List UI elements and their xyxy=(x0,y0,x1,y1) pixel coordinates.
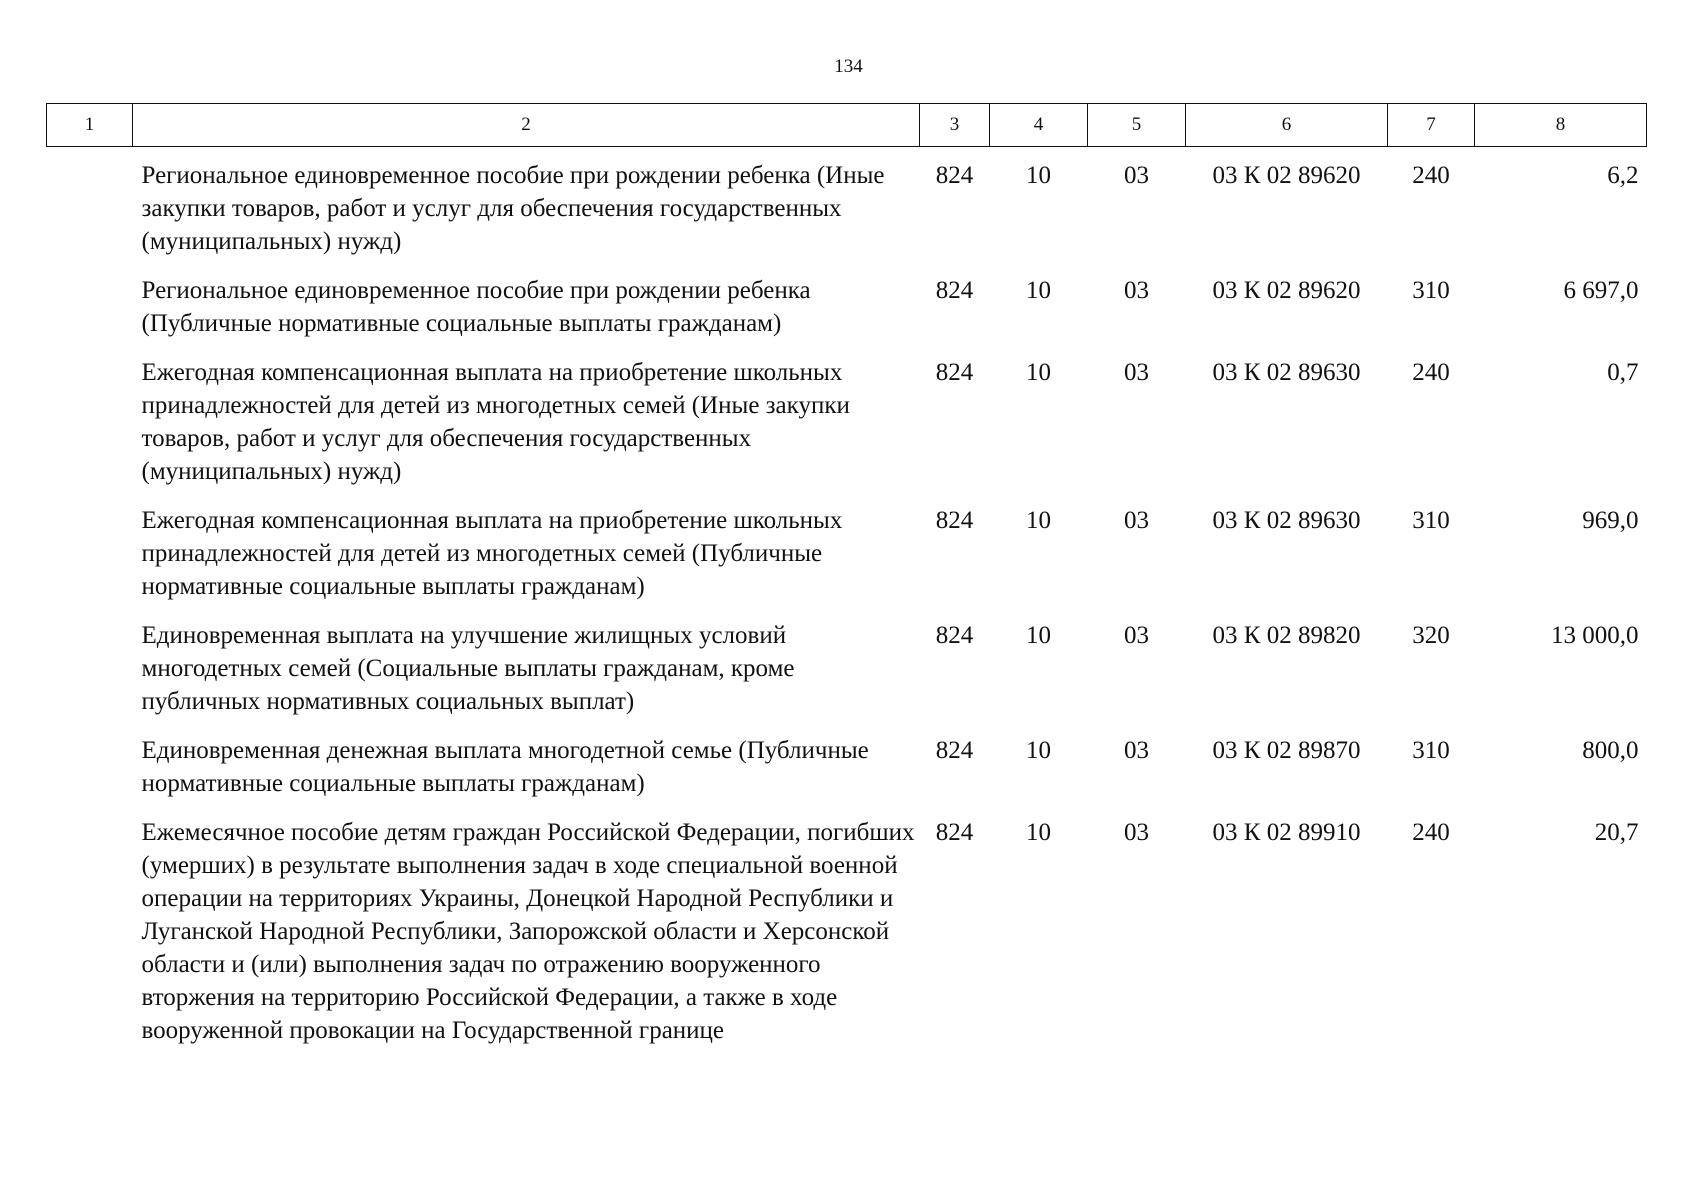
amount-cell: 20,7 xyxy=(1594,819,1639,846)
row-name-cell: Единовременная выплата на улучшение жилищных условий многодетных семей (Социальные выплаты гражданам, кроме публичных нормативных социальных выплат) xyxy=(141,622,795,715)
row-index-cell xyxy=(47,147,133,275)
header-col-4: 4 xyxy=(990,104,1088,147)
page-number: 134 xyxy=(834,56,863,77)
expense-type-cell: 240 xyxy=(1412,359,1450,386)
table-row xyxy=(47,619,1647,734)
row-name-cell: Ежегодная компенсационная выплата на приобретение школьных принадлежностей для детей из многодетных семей (Публичные нормативные социальные выплаты гражданам) xyxy=(141,507,843,600)
row-index-cell xyxy=(47,816,133,1063)
table-row xyxy=(47,504,1647,619)
expense-type-cell: 320 xyxy=(1412,622,1450,649)
section-code-cell: 10 xyxy=(1026,359,1051,386)
target-article-cell: 03 К 02 89870 xyxy=(1212,737,1361,764)
expense-type-cell: 310 xyxy=(1412,277,1450,304)
row-name-cell: Единовременная денежная выплата многодетной семье (Публичные нормативные социальные выплаты гражданам) xyxy=(141,737,869,797)
amount-cell: 6 697,0 xyxy=(1563,277,1639,304)
target-article-cell: 03 К 02 89820 xyxy=(1212,622,1361,649)
header-col-7: 7 xyxy=(1388,104,1475,147)
table-row xyxy=(47,356,1647,504)
subsection-code-cell: 03 xyxy=(1124,277,1149,304)
header-col-6: 6 xyxy=(1186,104,1388,147)
subsection-code-cell: 03 xyxy=(1124,737,1149,764)
target-article-cell: 03 К 02 89620 xyxy=(1212,277,1361,304)
table-row xyxy=(47,274,1647,356)
expense-type-cell: 310 xyxy=(1412,507,1450,534)
section-code-cell: 10 xyxy=(1026,507,1051,534)
row-index-cell xyxy=(47,504,133,619)
table-header xyxy=(47,104,1647,147)
header-row xyxy=(47,104,1647,147)
ministry-code-cell: 824 xyxy=(935,507,974,534)
row-index-cell xyxy=(47,356,133,504)
expense-type-cell: 310 xyxy=(1412,737,1450,764)
ministry-code-cell: 824 xyxy=(935,277,974,304)
subsection-code-cell: 03 xyxy=(1124,359,1149,386)
target-article-cell: 03 К 02 89620 xyxy=(1212,162,1361,189)
header-col-3: 3 xyxy=(920,104,990,147)
table-row xyxy=(47,734,1647,816)
table-row xyxy=(47,147,1647,275)
header-col-5: 5 xyxy=(1088,104,1186,147)
row-index-cell xyxy=(47,619,133,734)
target-article-cell: 03 К 02 89630 xyxy=(1212,507,1361,534)
ministry-code-cell: 824 xyxy=(935,622,974,649)
ministry-code-cell: 824 xyxy=(935,737,974,764)
subsection-code-cell: 03 xyxy=(1124,819,1149,846)
amount-cell: 13 000,0 xyxy=(1551,622,1639,649)
table-row xyxy=(47,816,1647,1063)
target-article-cell: 03 К 02 89910 xyxy=(1212,819,1361,846)
subsection-code-cell: 03 xyxy=(1124,507,1149,534)
row-name-cell: Региональное единовременное пособие при рождении ребенка (Иные закупки товаров, работ и услуг для обеспечения государственных (муниципальных) нужд) xyxy=(141,162,885,255)
row-index-cell xyxy=(47,734,133,816)
section-code-cell: 10 xyxy=(1026,277,1051,304)
ministry-code-cell: 824 xyxy=(935,162,974,189)
header-col-1: 1 xyxy=(47,104,133,147)
section-code-cell: 10 xyxy=(1026,819,1051,846)
row-name-cell: Региональное единовременное пособие при рождении ребенка (Публичные нормативные социальные выплаты гражданам) xyxy=(141,277,811,337)
row-name-cell: Ежегодная компенсационная выплата на приобретение школьных принадлежностей для детей из многодетных семей (Иные закупки товаров, работ и услуг для обеспечения государственных (муниципальных) нужд) xyxy=(141,359,850,485)
amount-cell: 969,0 xyxy=(1582,507,1639,534)
header-col-8: 8 xyxy=(1475,104,1647,147)
ministry-code-cell: 824 xyxy=(935,819,974,846)
section-code-cell: 10 xyxy=(1026,162,1051,189)
amount-cell: 800,0 xyxy=(1582,737,1639,764)
header-col-2: 2 xyxy=(133,104,920,147)
expense-type-cell: 240 xyxy=(1412,162,1450,189)
expense-type-cell: 240 xyxy=(1412,819,1450,846)
subsection-code-cell: 03 xyxy=(1124,162,1149,189)
table-body xyxy=(47,147,1647,1064)
row-name-cell: Ежемесячное пособие детям граждан Российской Федерации, погибших (умерших) в результате выполнения задач в ходе специальной военной операции на территориях Украины, Донецкой Народной Республики и Луганской Народной Республики, Запорожской области и Херсонской области и (или) выполнения задач по отражению вооруженного вторжения на территорию Российской Федерации, а также в ходе вооруженной провокации на Государственной границе xyxy=(141,819,915,1044)
section-code-cell: 10 xyxy=(1026,737,1051,764)
ministry-code-cell: 824 xyxy=(935,359,974,386)
row-index-cell xyxy=(47,274,133,356)
amount-cell: 0,7 xyxy=(1607,359,1639,386)
amount-cell: 6,2 xyxy=(1607,162,1639,189)
target-article-cell: 03 К 02 89630 xyxy=(1212,359,1361,386)
budget-table xyxy=(46,103,1647,1063)
section-code-cell: 10 xyxy=(1026,622,1051,649)
subsection-code-cell: 03 xyxy=(1124,622,1149,649)
